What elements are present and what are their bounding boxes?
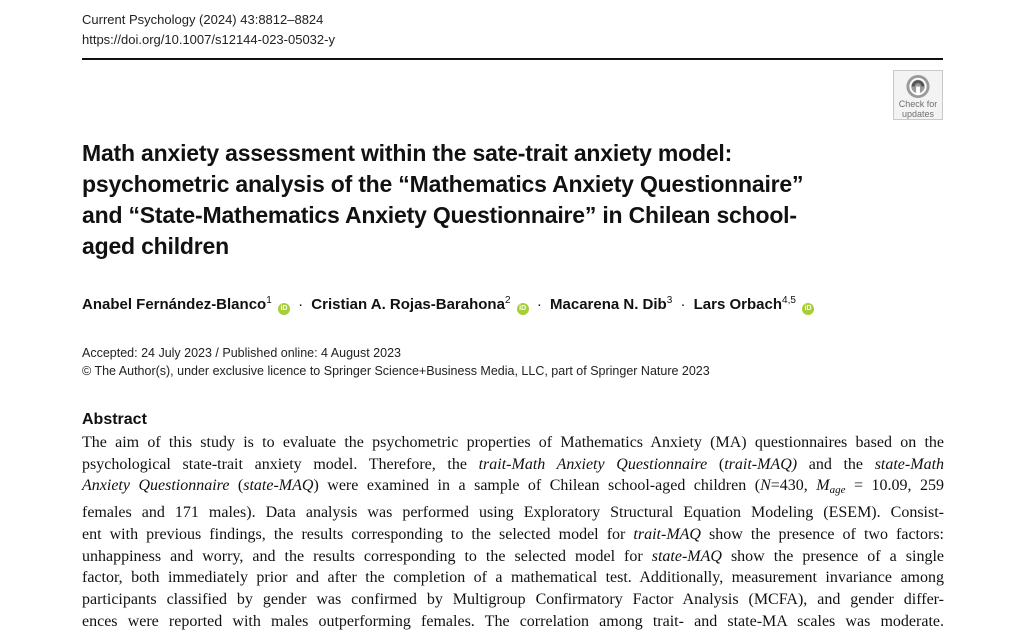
text-run-italic: state-MAQ (243, 477, 314, 495)
check-for-updates-badge[interactable] (893, 70, 943, 120)
author-affiliation: 2 (504, 295, 511, 306)
orcid-icon[interactable]: iD (278, 303, 290, 315)
text-run: and the (797, 455, 875, 473)
author-name[interactable]: Macarena N. Dib (550, 296, 667, 313)
text-run-italic: N (760, 477, 771, 495)
abstract-line: The aim of this study is to evaluate the psychometric properties of Mathematics Anxiety (MA) questionnaires based on the (82, 434, 944, 451)
abstract-line: ences were reported with males outperforming females. The correlation among trait- and state-MA scales was moderate. (82, 612, 944, 630)
abstract-heading: Abstract (82, 411, 147, 428)
text-run: ) were examined in a sample of Chilean school-aged children ( (313, 477, 761, 495)
author-name[interactable]: Lars Orbach (693, 296, 783, 313)
abstract-line: participants classified by gender was confirmed by Multigroup Confirmatory Factor Analysis (MCFA), and gender differ- (82, 590, 944, 608)
author-affiliation: 4,5 (782, 295, 796, 306)
journal-citation: Current Psychology (2024) 43:8812–8824 (82, 12, 324, 27)
abstract-line (82, 454, 944, 476)
badge-label-line2: updates (901, 109, 935, 119)
text-run-italic: trait-MAQ) (724, 455, 798, 473)
paper-title (82, 138, 862, 262)
text-run: show the presence of a single (721, 547, 944, 565)
text-run-italic: state-Math (874, 455, 945, 473)
header-rule (82, 58, 943, 60)
abstract-line: factor, both immediately prior and after the completion of a mathematical test. Additionally, measurement invariance among (82, 569, 944, 587)
author-affiliation: 1 (266, 295, 272, 306)
text-run: psychological state-trait anxiety model. Therefore, the (82, 455, 479, 473)
orcid-icon[interactable]: iD (802, 303, 814, 315)
author-separator: · (298, 296, 304, 313)
text-run-italic: Anxiety Questionnaire (82, 477, 230, 495)
check-for-updates-icon (905, 74, 931, 99)
author-list (82, 290, 814, 316)
orcid-icon[interactable]: iD (517, 303, 529, 315)
text-run: show the presence of two factors: (700, 525, 944, 543)
title-line: aged children (82, 233, 229, 259)
text-run: unhappiness and worry, and the results corresponding to the selected model for (82, 547, 652, 565)
text-run: = 10.09, 259 (845, 477, 945, 495)
badge-label-line1: Check for (898, 99, 938, 109)
title-line: Math anxiety assessment within the sate-trait anxiety model: (82, 140, 733, 166)
text-run: =430, (770, 477, 817, 495)
title-line: psychometric analysis of the “Mathematics Anxiety Questionnaire” (82, 171, 804, 197)
author-separator: · (680, 296, 686, 313)
text-run-italic: trait-MAQ (633, 525, 701, 543)
abstract-line (82, 475, 944, 502)
text-run: ( (707, 455, 725, 473)
abstract-line: females and 171 males). Data analysis was performed using Exploratory Structural Equation Modeling (ESEM). Consist- (82, 504, 944, 522)
abstract-line (82, 524, 944, 546)
author-name[interactable]: Anabel Fernández-Blanco (82, 296, 267, 313)
text-run-italic: trait-Math Anxiety Questionnaire (478, 455, 708, 473)
author-name[interactable]: Cristian A. Rojas-Barahona (311, 296, 505, 313)
abstract-body (82, 432, 944, 632)
author-separator: · (536, 296, 542, 313)
abstract-line (82, 546, 944, 568)
text-run-italic: M (816, 477, 830, 495)
author-affiliation: 3 (666, 295, 673, 306)
doi-link[interactable]: https://doi.org/10.1007/s12144-023-05032-y (82, 32, 335, 47)
publication-dates: Accepted: 24 July 2023 / Published online: 4 August 2023 (82, 346, 401, 360)
title-line: and “State-Mathematics Anxiety Questionnaire” in Chilean school- (82, 202, 797, 228)
copyright-notice: © The Author(s), under exclusive licence to Springer Science+Business Media, LLC, part of Springer Nature 2023 (82, 364, 710, 378)
text-run-italic: state-MAQ (651, 547, 722, 565)
text-run: ent with previous findings, the results corresponding to the selected model for (82, 525, 634, 543)
text-run: ( (229, 477, 244, 495)
text-run-subscript: age (829, 484, 846, 497)
